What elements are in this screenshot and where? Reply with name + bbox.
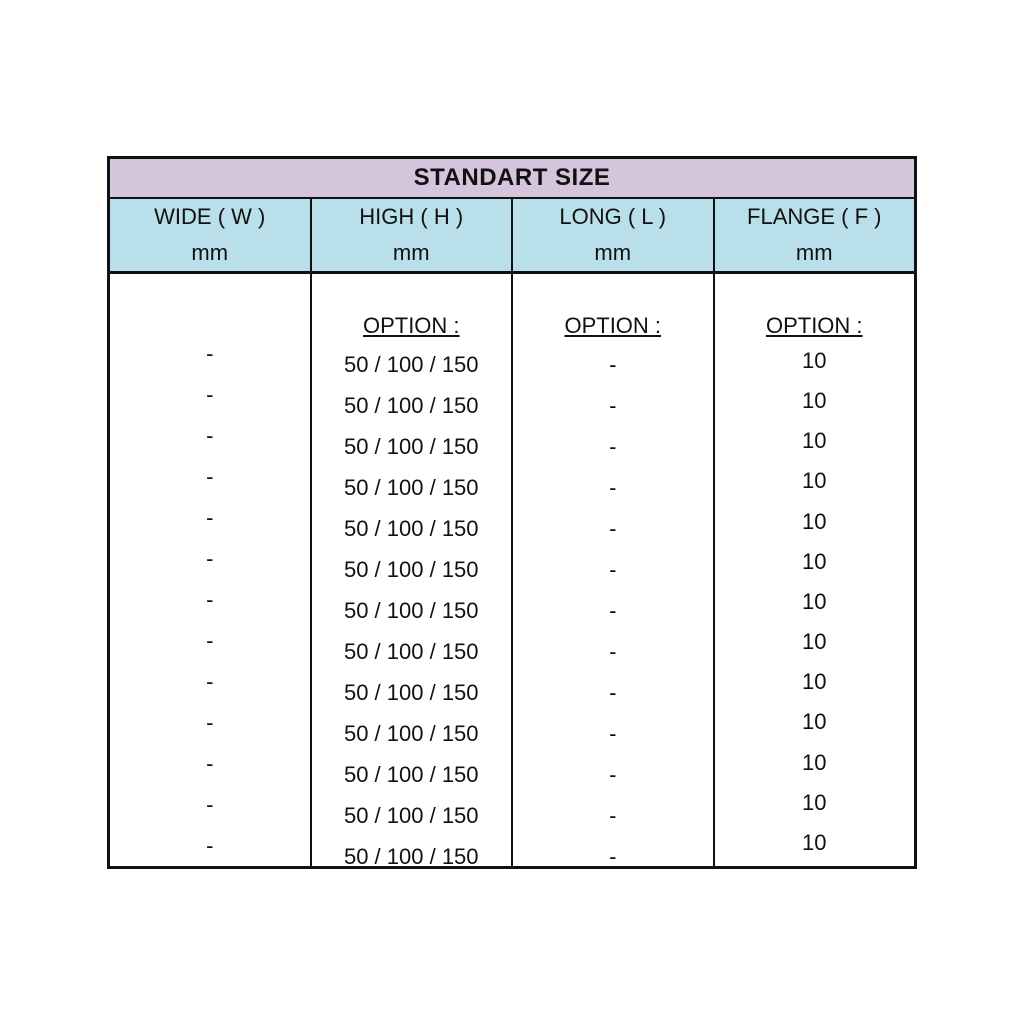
table-cell: -	[206, 464, 214, 489]
table-cell: -	[609, 680, 617, 705]
table-cell: -	[609, 475, 617, 500]
table-cell: 10	[802, 588, 827, 614]
table-header-row	[110, 199, 914, 274]
table-cell: -	[206, 341, 214, 366]
table-cell: -	[206, 792, 214, 817]
table-cell: 50 / 100 / 150	[343, 639, 479, 664]
table-cell: -	[206, 628, 214, 653]
table-body	[110, 274, 914, 869]
table-cell: 10	[802, 468, 827, 494]
table-cell: -	[206, 833, 214, 858]
header-wide-unit: mm	[191, 240, 229, 265]
table-cell: -	[206, 751, 214, 776]
table-cell: 10	[802, 829, 827, 855]
option-label-long: OPTION :	[564, 313, 662, 338]
table-cell: 50 / 100 / 150	[343, 475, 479, 500]
table-cell: 50 / 100 / 150	[343, 680, 479, 705]
table-cell: 50 / 100 / 150	[343, 844, 479, 869]
table-cell: -	[609, 844, 617, 869]
header-long-label: LONG ( L )	[559, 204, 667, 229]
header-flange-unit: mm	[795, 240, 833, 265]
table-cell: 10	[802, 789, 827, 815]
table-cell: -	[206, 669, 214, 694]
table-cell: -	[609, 352, 617, 377]
header-long-unit: mm	[594, 240, 632, 265]
table-cell: 10	[802, 669, 827, 695]
header-wide-label: WIDE ( W )	[154, 204, 266, 229]
table-cell: -	[609, 721, 617, 746]
header-wide	[110, 199, 310, 271]
standard-size-table	[107, 156, 917, 869]
table-cell: 10	[802, 749, 827, 775]
table-cell: 50 / 100 / 150	[343, 352, 479, 377]
column-long	[511, 274, 713, 869]
table-cell: -	[609, 598, 617, 623]
column-wide	[110, 274, 310, 866]
table-cell: -	[609, 393, 617, 418]
table-cell: 50 / 100 / 150	[343, 393, 479, 418]
table-cell: -	[206, 546, 214, 571]
table-cell: -	[609, 762, 617, 787]
table-cell: 10	[802, 348, 827, 373]
header-long	[511, 199, 713, 271]
column-flange	[713, 274, 915, 866]
header-high-unit: mm	[392, 240, 430, 265]
table-cell: 50 / 100 / 150	[343, 434, 479, 459]
table-cell: -	[609, 516, 617, 541]
table-cell: -	[609, 557, 617, 582]
header-flange	[713, 199, 915, 271]
table-cell: -	[206, 505, 214, 530]
table-cell: 50 / 100 / 150	[343, 803, 479, 828]
table-cell: 10	[802, 428, 827, 454]
table-cell: 10	[802, 629, 827, 655]
header-high-label: HIGH ( H )	[359, 204, 464, 229]
header-high	[310, 199, 512, 271]
table-cell: 50 / 100 / 150	[343, 721, 479, 746]
table-cell: 50 / 100 / 150	[343, 598, 479, 623]
table-cell: -	[206, 382, 214, 407]
header-flange-label: FLANGE ( F )	[747, 204, 882, 229]
table-cell: -	[609, 434, 617, 459]
table-cell: -	[206, 587, 214, 612]
table-cell: 10	[802, 508, 827, 534]
table-cell: 10	[802, 709, 827, 735]
table-cell: 10	[802, 548, 827, 574]
table-cell: -	[609, 639, 617, 664]
table-cell: -	[609, 803, 617, 828]
table-cell: 50 / 100 / 150	[343, 557, 479, 582]
option-label-flange: OPTION :	[765, 313, 863, 338]
table-cell: 50 / 100 / 150	[343, 762, 479, 787]
table-cell: 10	[802, 388, 827, 414]
table-title: STANDART SIZE	[110, 159, 914, 199]
table-cell: -	[206, 710, 214, 735]
table-cell: 50 / 100 / 150	[343, 516, 479, 541]
table-cell: -	[206, 423, 214, 448]
column-high	[310, 274, 512, 869]
option-label-high: OPTION :	[362, 313, 460, 338]
